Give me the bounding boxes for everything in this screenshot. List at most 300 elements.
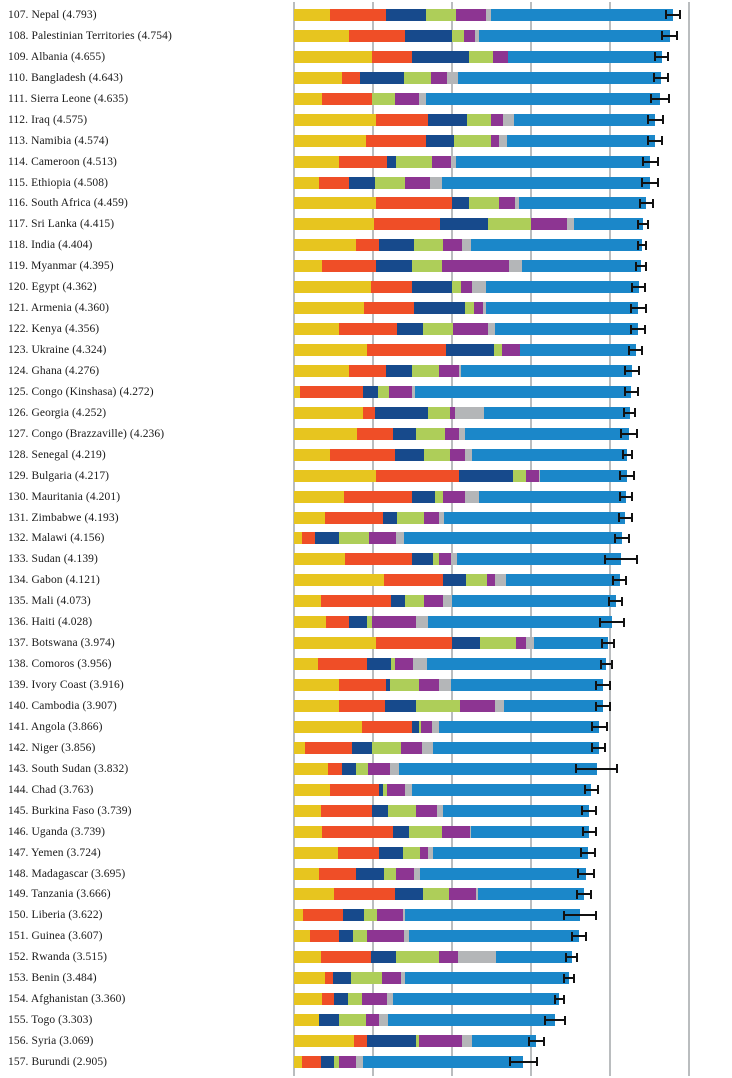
- bar-segment-light-green: [426, 9, 456, 21]
- bar-segment-blue: [478, 888, 584, 900]
- chart-row: [0, 298, 732, 319]
- bar-segment-blue: [456, 156, 651, 168]
- bar-segment-blue: [574, 218, 642, 230]
- error-bar-cap: [594, 848, 596, 857]
- chart-row: [0, 235, 732, 256]
- bar-segment-blue: [507, 135, 655, 147]
- bar-segment-navy: [342, 763, 355, 775]
- error-bar: [605, 558, 637, 560]
- bar-segment-red-orange: [357, 428, 393, 440]
- chart-row: [0, 863, 732, 884]
- bar-segment-red-orange: [300, 386, 363, 398]
- bar-segment-blue: [491, 9, 672, 21]
- bar-segment-purple: [456, 9, 486, 21]
- bar-segment-yellow: [294, 93, 322, 105]
- error-bar-cap: [641, 346, 643, 355]
- country-label: 117. Sri Lanka (4.415): [8, 218, 115, 231]
- country-label: 142. Niger (3.856): [8, 741, 96, 754]
- error-bar-cap: [657, 178, 659, 187]
- bar-segment-red-orange: [322, 260, 377, 272]
- bar-segment-light-green: [409, 826, 442, 838]
- bar-segment-purple: [491, 135, 499, 147]
- bar-segment-red-orange: [339, 156, 387, 168]
- stacked-bar: [294, 156, 650, 168]
- bar-segment-red-orange: [318, 658, 368, 670]
- bar-segment-gray: [422, 742, 433, 754]
- error-bar-cap: [662, 115, 664, 124]
- bar-segment-navy: [383, 512, 396, 524]
- stacked-bar: [294, 553, 621, 565]
- bar-segment-light-green: [356, 763, 369, 775]
- bar-segment-navy: [446, 344, 493, 356]
- chart-row: [0, 905, 732, 926]
- bar-segment-gray: [472, 281, 486, 293]
- chart-row: [0, 947, 732, 968]
- error-bar-cap: [635, 262, 637, 271]
- bar-segment-navy: [393, 826, 410, 838]
- bar-segment-light-green: [467, 114, 491, 126]
- country-label: 127. Congo (Brazzaville) (4.236): [8, 427, 165, 440]
- bar-segment-blue: [426, 93, 660, 105]
- bar-segment-purple: [439, 365, 459, 377]
- stacked-bar: [294, 470, 627, 482]
- error-bar-cap: [604, 555, 606, 564]
- bar-segment-blue: [404, 532, 623, 544]
- bar-segment-yellow: [294, 156, 339, 168]
- error-bar: [581, 852, 595, 854]
- bar-segment-yellow: [294, 407, 363, 419]
- bar-segment-blue: [496, 951, 571, 963]
- error-bar-cap: [613, 639, 615, 648]
- country-label: 119. Myanmar (4.395): [8, 260, 114, 273]
- chart-row: [0, 277, 732, 298]
- bar-segment-purple: [419, 1035, 462, 1047]
- bar-segment-light-green: [414, 239, 442, 251]
- bar-segment-light-green: [435, 491, 443, 503]
- error-bar-cap: [601, 639, 603, 648]
- stacked-bar: [294, 909, 580, 921]
- bar-segment-gray: [455, 407, 484, 419]
- stacked-bar: [294, 888, 584, 900]
- bar-segment-yellow: [294, 72, 342, 84]
- bar-segment-yellow: [294, 135, 366, 147]
- bar-segment-yellow: [294, 532, 302, 544]
- bar-segment-red-orange: [362, 721, 413, 733]
- error-bar-cap: [631, 283, 633, 292]
- country-label: 154. Afghanistan (3.360): [8, 993, 126, 1006]
- bar-segment-yellow: [294, 449, 330, 461]
- chart-row: [0, 465, 732, 486]
- bar-segment-navy: [375, 407, 428, 419]
- bar-segment-blue: [458, 72, 660, 84]
- chart-row: [0, 779, 732, 800]
- bar-segment-blue: [486, 302, 638, 314]
- country-label: 153. Benin (3.484): [8, 972, 97, 985]
- error-bar-cap: [623, 408, 625, 417]
- error-bar: [564, 914, 596, 916]
- error-bar: [643, 161, 657, 163]
- bar-segment-gray: [413, 658, 427, 670]
- bar-segment-navy: [367, 658, 391, 670]
- bar-segment-purple: [420, 847, 428, 859]
- error-bar-cap: [679, 10, 681, 19]
- chart-row: [0, 528, 732, 549]
- stacked-bar: [294, 637, 608, 649]
- error-bar-cap: [563, 995, 565, 1004]
- chart-row: [0, 758, 732, 779]
- bar-segment-light-green: [488, 218, 531, 230]
- country-label: 140. Cambodia (3.907): [8, 700, 117, 713]
- error-bar: [625, 370, 639, 372]
- bar-segment-gray: [462, 1035, 472, 1047]
- chart-row: [0, 444, 732, 465]
- bar-segment-light-green: [404, 72, 432, 84]
- stacked-bar: [294, 93, 660, 105]
- bar-segment-yellow: [294, 658, 318, 670]
- bar-segment-light-green: [416, 428, 444, 440]
- bar-segment-yellow: [294, 1056, 302, 1068]
- bar-segment-light-green: [388, 805, 416, 817]
- bar-segment-navy: [379, 847, 403, 859]
- error-bar-cap: [624, 387, 626, 396]
- stacked-bar: [294, 1014, 555, 1026]
- stacked-bar: [294, 972, 569, 984]
- bar-segment-yellow: [294, 909, 303, 921]
- bar-segment-yellow: [294, 868, 319, 880]
- bar-segment-blue: [508, 51, 662, 63]
- bar-segment-purple: [493, 51, 508, 63]
- stacked-bar: [294, 721, 599, 733]
- error-bar: [576, 768, 617, 770]
- error-bar: [642, 182, 658, 184]
- bar-segment-blue: [452, 595, 616, 607]
- bar-segment-light-green: [424, 449, 449, 461]
- error-bar-cap: [634, 408, 636, 417]
- chart-row: [0, 1052, 732, 1073]
- bar-segment-blue: [439, 721, 600, 733]
- stacked-bar: [294, 658, 606, 670]
- bar-segment-red-orange: [322, 993, 334, 1005]
- bar-segment-yellow: [294, 470, 376, 482]
- country-label: 115. Ethiopia (4.508): [8, 176, 109, 189]
- chart-row: [0, 67, 732, 88]
- bar-segment-purple: [443, 239, 463, 251]
- bar-segment-purple: [531, 218, 567, 230]
- error-bar-cap: [630, 325, 632, 334]
- error-bar: [620, 475, 634, 477]
- error-bar-cap: [612, 576, 614, 585]
- bar-segment-navy: [412, 553, 433, 565]
- bar-segment-light-green: [375, 177, 405, 189]
- bar-segment-red-orange: [322, 93, 372, 105]
- bar-segment-red-orange: [367, 344, 447, 356]
- stacked-bar: [294, 1056, 523, 1068]
- bar-segment-gray: [503, 114, 513, 126]
- bar-segment-red-orange: [363, 407, 376, 419]
- bar-segment-navy: [452, 197, 469, 209]
- bar-segment-blue: [484, 407, 630, 419]
- bar-segment-light-green: [390, 679, 419, 691]
- stacked-bar: [294, 344, 636, 356]
- chart-row: [0, 214, 732, 235]
- country-label: 111. Sierra Leone (4.635): [8, 92, 129, 105]
- bar-segment-purple: [445, 428, 459, 440]
- bar-segment-navy: [349, 177, 374, 189]
- bar-segment-yellow: [294, 826, 322, 838]
- bar-segment-purple: [389, 386, 413, 398]
- bar-segment-light-green: [412, 365, 440, 377]
- stacked-bar: [294, 512, 625, 524]
- bar-segment-red-orange: [325, 512, 383, 524]
- error-bar-cap: [571, 932, 573, 941]
- bar-segment-blue: [405, 972, 570, 984]
- bar-segment-blue: [433, 847, 588, 859]
- bar-segment-purple: [431, 72, 447, 84]
- bar-segment-light-green: [452, 281, 461, 293]
- bar-segment-navy: [385, 700, 416, 712]
- bar-segment-navy: [339, 930, 353, 942]
- bar-segment-red-orange: [376, 197, 452, 209]
- bar-segment-blue: [540, 470, 627, 482]
- bar-segment-navy: [343, 909, 364, 921]
- stacked-bar: [294, 868, 586, 880]
- bar-segment-purple: [424, 512, 438, 524]
- bar-segment-yellow: [294, 721, 362, 733]
- bar-segment-navy: [412, 491, 436, 503]
- error-bar-cap: [590, 890, 592, 899]
- error-bar-cap: [597, 785, 599, 794]
- bar-segment-red-orange: [339, 700, 385, 712]
- stacked-bar: [294, 449, 627, 461]
- bar-segment-gray: [379, 1014, 388, 1026]
- country-label: 109. Albania (4.655): [8, 50, 106, 63]
- error-bar-cap: [665, 10, 667, 19]
- error-bar-cap: [631, 492, 633, 501]
- stacked-bar: [294, 784, 591, 796]
- stacked-bar: [294, 700, 603, 712]
- chart-row: [0, 737, 732, 758]
- error-bar-cap: [668, 94, 670, 103]
- bar-segment-purple: [339, 1056, 356, 1068]
- error-bar: [654, 77, 668, 79]
- chart-row: [0, 842, 732, 863]
- bar-segment-navy: [393, 428, 417, 440]
- country-label: 121. Armenia (4.360): [8, 302, 110, 315]
- country-label: 130. Mauritania (4.201): [8, 490, 121, 503]
- stacked-bar: [294, 323, 638, 335]
- bar-segment-navy: [443, 574, 467, 586]
- bar-segment-blue: [444, 512, 625, 524]
- bar-segment-navy: [395, 888, 423, 900]
- bar-segment-blue: [428, 616, 612, 628]
- bar-segment-purple: [442, 826, 470, 838]
- bar-segment-red-orange: [374, 218, 440, 230]
- bar-segment-yellow: [294, 9, 330, 21]
- error-bar-cap: [667, 73, 669, 82]
- country-label: 123. Ukraine (4.324): [8, 344, 107, 357]
- country-label: 116. South Africa (4.459): [8, 197, 128, 210]
- bar-segment-navy: [349, 616, 367, 628]
- bar-segment-blue: [514, 114, 656, 126]
- bar-segment-purple: [362, 993, 387, 1005]
- bar-segment-blue: [486, 281, 639, 293]
- bar-segment-blue: [443, 805, 589, 817]
- error-bar: [596, 684, 610, 686]
- bar-segment-navy: [371, 951, 396, 963]
- bar-segment-gray: [419, 93, 426, 105]
- country-label: 118. India (4.404): [8, 239, 93, 252]
- country-label: 114. Cameroon (4.513): [8, 155, 117, 168]
- error-bar-cap: [636, 429, 638, 438]
- bar-segment-red-orange: [330, 784, 379, 796]
- bar-segment-blue: [457, 553, 621, 565]
- bar-segment-blue: [393, 993, 560, 1005]
- bar-segment-light-green: [466, 574, 487, 586]
- bar-segment-gray: [405, 784, 412, 796]
- stacked-bar: [294, 386, 631, 398]
- bar-segment-light-green: [423, 323, 453, 335]
- error-bar-cap: [645, 304, 647, 313]
- stacked-bar: [294, 30, 670, 42]
- bar-segment-yellow: [294, 637, 376, 649]
- error-bar-cap: [611, 660, 613, 669]
- error-bar-cap: [645, 262, 647, 271]
- bar-segment-yellow: [294, 239, 356, 251]
- bar-segment-gray: [495, 700, 504, 712]
- stacked-bar: [294, 532, 622, 544]
- bar-segment-gray: [488, 323, 496, 335]
- stacked-bar: [294, 302, 638, 314]
- bar-segment-purple: [526, 470, 539, 482]
- bar-segment-purple: [416, 805, 437, 817]
- stacked-bar: [294, 742, 599, 754]
- bar-segment-yellow: [294, 51, 372, 63]
- error-bar-cap: [576, 953, 578, 962]
- bar-segment-purple: [396, 868, 414, 880]
- bar-segment-light-green: [372, 93, 395, 105]
- error-bar: [662, 35, 676, 37]
- bar-segment-red-orange: [334, 888, 395, 900]
- bar-segment-blue: [534, 637, 608, 649]
- country-label: 150. Liberia (3.622): [8, 909, 103, 922]
- country-label: 129. Bulgaria (4.217): [8, 469, 110, 482]
- bar-segment-navy: [412, 281, 452, 293]
- bar-segment-red-orange: [319, 177, 349, 189]
- stacked-bar: [294, 365, 632, 377]
- error-bar-cap: [591, 743, 593, 752]
- bar-segment-gray: [356, 1056, 363, 1068]
- bar-segment-red-orange: [339, 679, 386, 691]
- bar-segment-navy: [452, 637, 480, 649]
- error-bar-cap: [614, 534, 616, 543]
- stacked-bar: [294, 9, 673, 21]
- bar-segment-yellow: [294, 616, 326, 628]
- stacked-bar: [294, 930, 579, 942]
- stacked-bar: [294, 595, 616, 607]
- chart-row: [0, 486, 732, 507]
- error-bar-cap: [599, 618, 601, 627]
- error-bar-cap: [619, 471, 621, 480]
- bar-segment-purple: [419, 679, 439, 691]
- error-bar-cap: [637, 220, 639, 229]
- error-bar-cap: [621, 597, 623, 606]
- bar-segment-purple: [395, 658, 413, 670]
- bar-segment-blue: [471, 239, 642, 251]
- chart-row: [0, 25, 732, 46]
- bar-segment-navy: [376, 260, 412, 272]
- bar-segment-red-orange: [326, 616, 349, 628]
- error-bar-cap: [625, 576, 627, 585]
- chart-row: [0, 926, 732, 947]
- bar-segment-blue: [506, 574, 620, 586]
- bar-segment-light-green: [480, 637, 516, 649]
- bar-segment-red-orange: [330, 9, 385, 21]
- error-bar-cap: [654, 52, 656, 61]
- chart-row: [0, 319, 732, 340]
- bar-segment-navy: [426, 135, 454, 147]
- bar-segment-red-orange: [322, 826, 393, 838]
- error-bar: [648, 119, 664, 121]
- bar-segment-blue: [479, 491, 626, 503]
- country-label: 131. Zimbabwe (4.193): [8, 511, 119, 524]
- bar-segment-yellow: [294, 323, 339, 335]
- error-bar-cap: [633, 471, 635, 480]
- bar-segment-blue: [465, 428, 628, 440]
- bar-segment-light-green: [412, 260, 442, 272]
- bar-segment-blue: [472, 449, 627, 461]
- bar-segment-gray: [430, 177, 442, 189]
- error-bar-cap: [624, 366, 626, 375]
- error-bar-cap: [509, 1057, 511, 1066]
- bar-segment-light-green: [378, 386, 389, 398]
- error-bar-cap: [600, 660, 602, 669]
- stacked-bar: [294, 260, 641, 272]
- bar-segment-purple: [439, 553, 452, 565]
- chart-row: [0, 109, 732, 130]
- error-bar-cap: [604, 743, 606, 752]
- bar-segment-purple: [421, 721, 432, 733]
- error-bar-cap: [544, 1016, 546, 1025]
- country-label: 124. Ghana (4.276): [8, 364, 100, 377]
- chart-row: [0, 989, 732, 1010]
- bar-segment-navy: [459, 470, 513, 482]
- stacked-bar: [294, 72, 661, 84]
- country-label: 108. Palestinian Territories (4.754): [8, 29, 172, 42]
- bar-segment-blue: [504, 700, 603, 712]
- stacked-bar: [294, 847, 588, 859]
- bar-segment-yellow: [294, 784, 330, 796]
- error-bar-cap: [536, 1057, 538, 1066]
- chart-row: [0, 423, 732, 444]
- error-bar-cap: [641, 178, 643, 187]
- bar-segment-light-green: [351, 972, 383, 984]
- bar-segment-light-green: [364, 909, 377, 921]
- error-bar-cap: [647, 220, 649, 229]
- bar-segment-red-orange: [330, 449, 396, 461]
- bar-segment-red-orange: [339, 323, 397, 335]
- error-bar: [596, 705, 610, 707]
- bar-segment-yellow: [294, 1014, 319, 1026]
- bar-segment-purple: [382, 972, 401, 984]
- bar-segment-purple: [474, 302, 483, 314]
- bar-segment-purple: [491, 114, 504, 126]
- stacked-bar: [294, 763, 597, 775]
- bar-segment-red-orange: [302, 532, 315, 544]
- error-bar-cap: [554, 995, 556, 1004]
- bar-segment-yellow: [294, 951, 321, 963]
- bar-segment-light-green: [372, 742, 401, 754]
- bar-segment-yellow: [294, 177, 319, 189]
